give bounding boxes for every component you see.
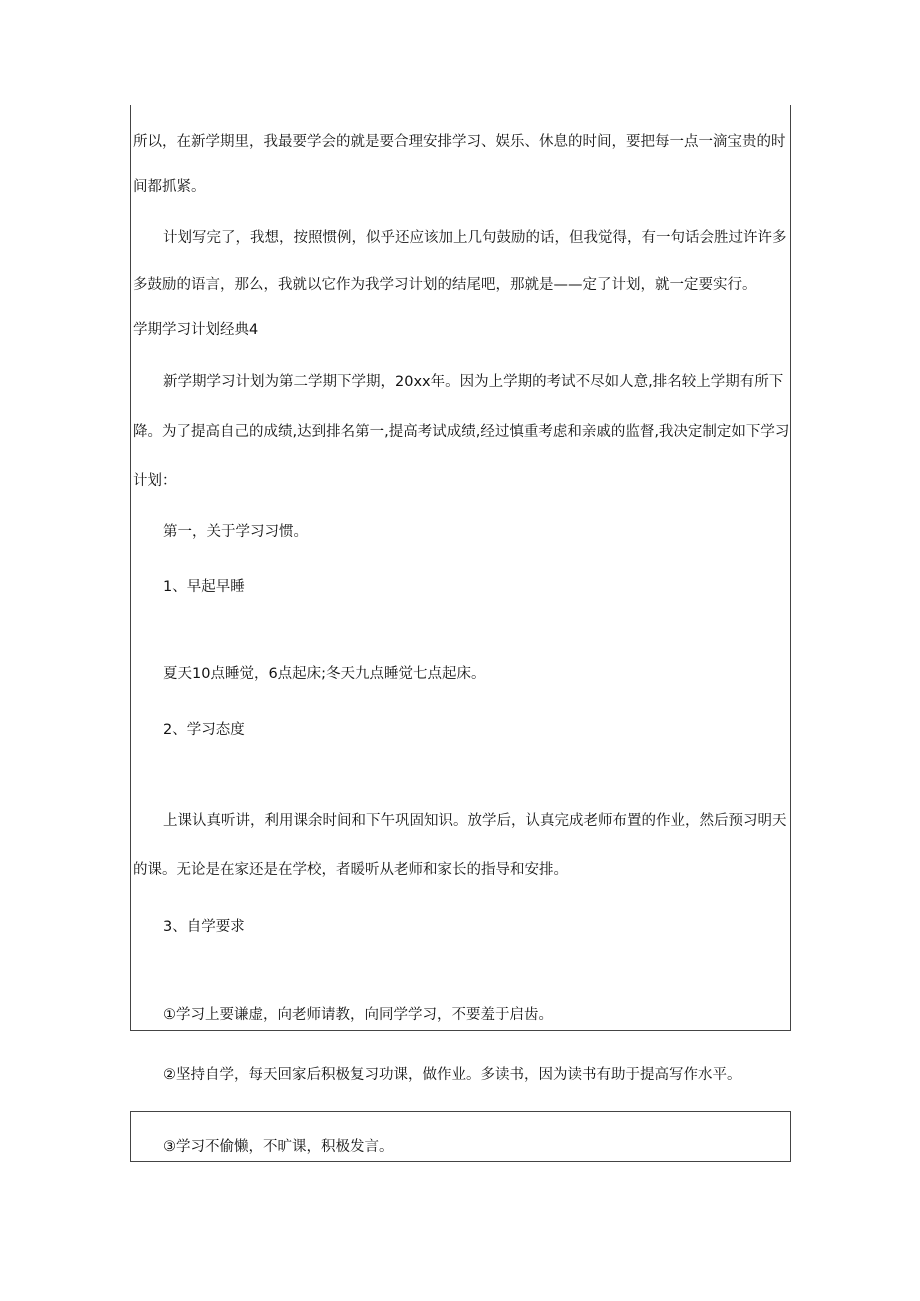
paragraph-line: 新学期学习计划为第二学期下学期，20xx年。因为上学期的考试不尽如人意,排名较上学期有所下 (163, 374, 784, 390)
list-heading: 3、自学要求 (163, 919, 245, 935)
list-heading: 1、早起早睡 (163, 579, 245, 595)
paragraph-line: 间都抓紧。 (133, 179, 206, 195)
paragraph-line: 降。为了提高自己的成绩,达到排名第一,提高考试成绩,经过慎重考虑和亲戚的监督,我决定制定如下学习 (133, 424, 790, 440)
paragraph-line: 第一，关于学习习惯。 (163, 524, 308, 540)
paragraph-line: 所以，在新学期里，我最要学会的就是要合理安排学习、娱乐、休息的时间，要把每一点一滴宝贵的时 (133, 134, 786, 150)
paragraph-line: 上课认真听讲，利用课余时间和下午巩固知识。放学后，认真完成老师布置的作业，然后预习明天 (163, 813, 787, 829)
paragraph-line: 多鼓励的语言，那么，我就以它作为我学习计划的结尾吧，那就是——定了计划，就一定要实行。 (133, 277, 757, 293)
paragraph-line: ③学习不偷懒，不旷课，积极发言。 (163, 1139, 394, 1155)
paragraph-line: ②坚持自学，每天回家后积极复习功课，做作业。多读书，因为读书有助于提高写作水平。 (163, 1067, 742, 1083)
paragraph-line: 的课。无论是在家还是在学校，者暖听从老师和家长的指导和安排。 (133, 862, 568, 878)
section-heading: 学期学习计划经典4 (133, 322, 259, 338)
paragraph-line: 夏天10点睡觉，6点起床;冬天九点睡觉七点起床。 (163, 666, 486, 682)
paragraph-line: 计划： (133, 473, 177, 489)
paragraph-line: 计划写完了，我想，按照惯例，似乎还应该加上几句鼓励的话，但我觉得，有一句话会胜过许许多 (163, 230, 787, 246)
paragraph-line: ①学习上要谦虚，向老师请教，向同学学习，不要羞于启齿。 (163, 1007, 553, 1023)
list-heading: 2、学习态度 (163, 722, 245, 738)
